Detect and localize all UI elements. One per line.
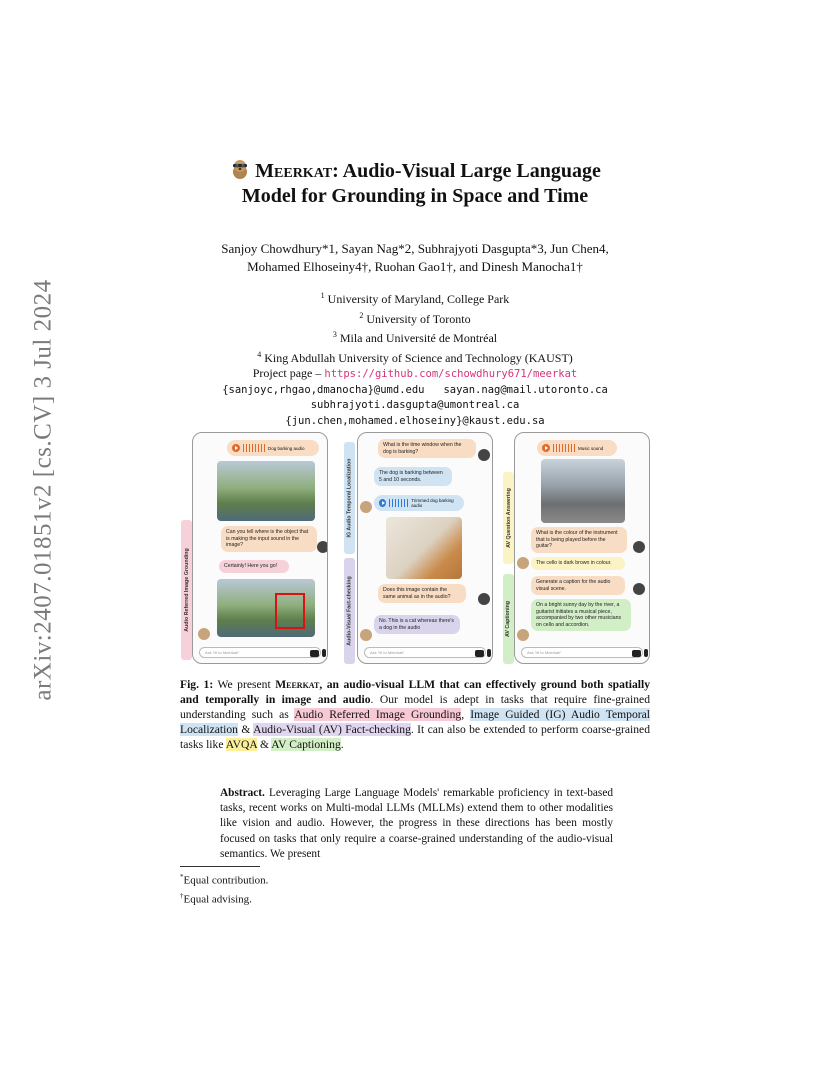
footnotes [180, 870, 480, 907]
arxiv-id-text: arXiv:2407.01851v2 [cs.CV] 3 Jul 2024 [30, 279, 57, 701]
user-question-bubble: What is the colour of the instrument that is being played before the guitar? [531, 527, 627, 553]
authors-line2: Mohamed Elhoseiny4†, Ruohan Gao1†, and Dinesh Manocha1† [247, 259, 583, 274]
highlight-ig-audio-temporal-localization: Image Guided (IG) Audio Temporal Localization [180, 708, 650, 736]
phone-mockup-3 [514, 432, 650, 664]
user-question-bubble: What is the time window when the dog is barking? [378, 439, 476, 458]
bot-answer-bubble: The dog is barking between 5 and 10 seconds. [374, 467, 452, 486]
camera-icon[interactable] [475, 650, 484, 657]
meerkat-avatar-2 [360, 629, 372, 641]
user-avatar [633, 541, 645, 553]
tab-ig-audio-temporal-localization: IG Audio Temporal Localization [344, 442, 355, 554]
audio-clip: Dog barking audio [227, 440, 319, 456]
waveform-icon [243, 444, 265, 452]
email-line-1: {sanjoyc,rhgao,dmanocha}@umd.edu sayan.nag@mail.utoronto.ca [222, 383, 608, 396]
user-question-bubble: Can you tell where is the object that is making the input sound in the image? [221, 526, 317, 552]
abstract-label: Abstract. [220, 787, 265, 799]
park-dog-photo [217, 461, 315, 521]
camera-icon[interactable] [310, 650, 319, 657]
bot-answer-bubble: Certainly! Here you go! [219, 560, 289, 573]
chat-input[interactable]: Ask 'Hi to Meerkat!' [199, 647, 321, 658]
meerkat-avatar [517, 557, 529, 569]
waveform-icon [389, 499, 408, 507]
paper-title [180, 158, 650, 209]
title-model-name: Meerkat [255, 160, 333, 182]
title-line2: Model for Grounding in Space and Time [241, 185, 589, 207]
meerkat-avatar [198, 628, 210, 640]
musicians-photo [541, 459, 625, 523]
mic-icon[interactable] [487, 649, 491, 657]
authors-line1: Sanjoy Chowdhury*1, Sayan Nag*2, Subhrajyoti Dasgupta*3, Jun Chen4, [221, 241, 609, 256]
highlight-av-fact-checking: Audio-Visual (AV) Fact-checking [253, 723, 411, 736]
project-page-link[interactable]: https://github.com/schowdhury671/meerkat [324, 368, 578, 380]
highlight-audio-referred-grounding: Audio Referred Image Grounding [294, 708, 462, 721]
affiliation-1: $^1$ University of Maryland, College Park [320, 291, 510, 306]
play-icon [542, 444, 550, 452]
abstract [220, 786, 613, 862]
chat-input[interactable]: Ask 'Hi to Meerkat!' [521, 647, 643, 658]
cat-photo [386, 517, 462, 579]
phone-mockup-1 [192, 432, 328, 664]
affiliation-3: $^3$ Mila and Université de Montréal [332, 330, 498, 345]
email-line-3: {jun.chen,mohamed.elhoseiny}@kaust.edu.sa [285, 414, 545, 427]
waveform-icon [553, 444, 575, 452]
phone-mockup-2 [357, 432, 493, 664]
mic-icon[interactable] [644, 649, 648, 657]
bot-answer-bubble-2: No. This is a cat whereas there's a dog in the audio [374, 615, 460, 634]
trimmed-audio-clip: Trimmed dog barking audio [374, 495, 464, 511]
figure-1 [178, 432, 650, 668]
tab-av-captioning: AV Captioning [503, 574, 514, 664]
meerkat-logo-icon [229, 158, 251, 180]
affiliations [180, 288, 650, 429]
user-question-bubble-2: Does this image contain the same animal as in the audio? [378, 584, 466, 603]
bot-caption-bubble: On a bright sunny day by the river, a guitarist initiates a musical piece, accompanied by two other musicians on cello and accordion. [531, 599, 631, 631]
affiliation-2: $^2$ University of Toronto [359, 310, 471, 326]
tab-av-question-answering: AV Question Answering [503, 472, 514, 564]
footnote-equal-advising: †Equal advising. [180, 891, 252, 906]
play-icon [379, 499, 386, 507]
tab-audio-referred-grounding: Audio Referred Image Grounding [181, 520, 192, 660]
tab-av-fact-checking: Audio-Visual Fact-checking [344, 558, 355, 664]
user-avatar-2 [633, 583, 645, 595]
grounding-box [275, 593, 305, 629]
user-avatar [317, 541, 328, 553]
email-line-2: subhrajyoti.dasgupta@umontreal.ca [310, 399, 520, 411]
highlight-avqa: AVQA [225, 738, 258, 751]
affiliation-4: $^4$ King Abdullah University of Science and Technology (KAUST) [257, 349, 573, 365]
bot-answer-bubble: The cello is dark brown in colour. [531, 557, 625, 570]
footnote-rule [180, 866, 260, 867]
user-avatar [478, 449, 490, 461]
user-avatar-2 [478, 593, 490, 605]
play-icon [232, 444, 240, 452]
music-audio-clip: Music sound [537, 440, 617, 456]
figure-caption: Fig. 1: We present Meerkat, an audio-visual LLM that can effectively ground both spatially and temporally in image and audio. Our model is adept in tasks that require fine-grained understanding such as Audio Referred Image Grounding, Image Guided (IG) Audio Temporal Localization & Audio-Visual (AV) Fact-checking. It can also be extended to perform coarse-grained tasks like AVQA & AV Captioning. [180, 678, 650, 751]
mic-icon[interactable] [322, 649, 326, 657]
abstract-text: Leveraging Large Language Models' remarkable proficiency in text-based tasks, recent works on Multi-modal LLMs (MLLMs) extend them to other modalities like vision and audio. However, the progress in these directions has been mostly focused on tasks that only require a coarse-grained understanding of the audio-visual semantics. We present [220, 787, 613, 860]
chat-input[interactable]: Ask 'Hi to Meerkat!' [364, 647, 486, 658]
meerkat-avatar-2 [517, 629, 529, 641]
meerkat-avatar [360, 501, 372, 513]
highlight-av-captioning: AV Captioning [271, 738, 341, 751]
project-page: Project page – https://github.com/schowdhury671/meerkat [252, 366, 578, 380]
footnote-equal-contribution: *Equal contribution. [180, 873, 269, 887]
author-list [180, 240, 650, 276]
camera-icon[interactable] [632, 650, 641, 657]
arxiv-identifier [24, 279, 64, 701]
user-question-bubble-2: Generate a caption for the audio visual scene. [531, 576, 625, 595]
title-line1: : Audio-Visual Large Language [332, 160, 601, 182]
